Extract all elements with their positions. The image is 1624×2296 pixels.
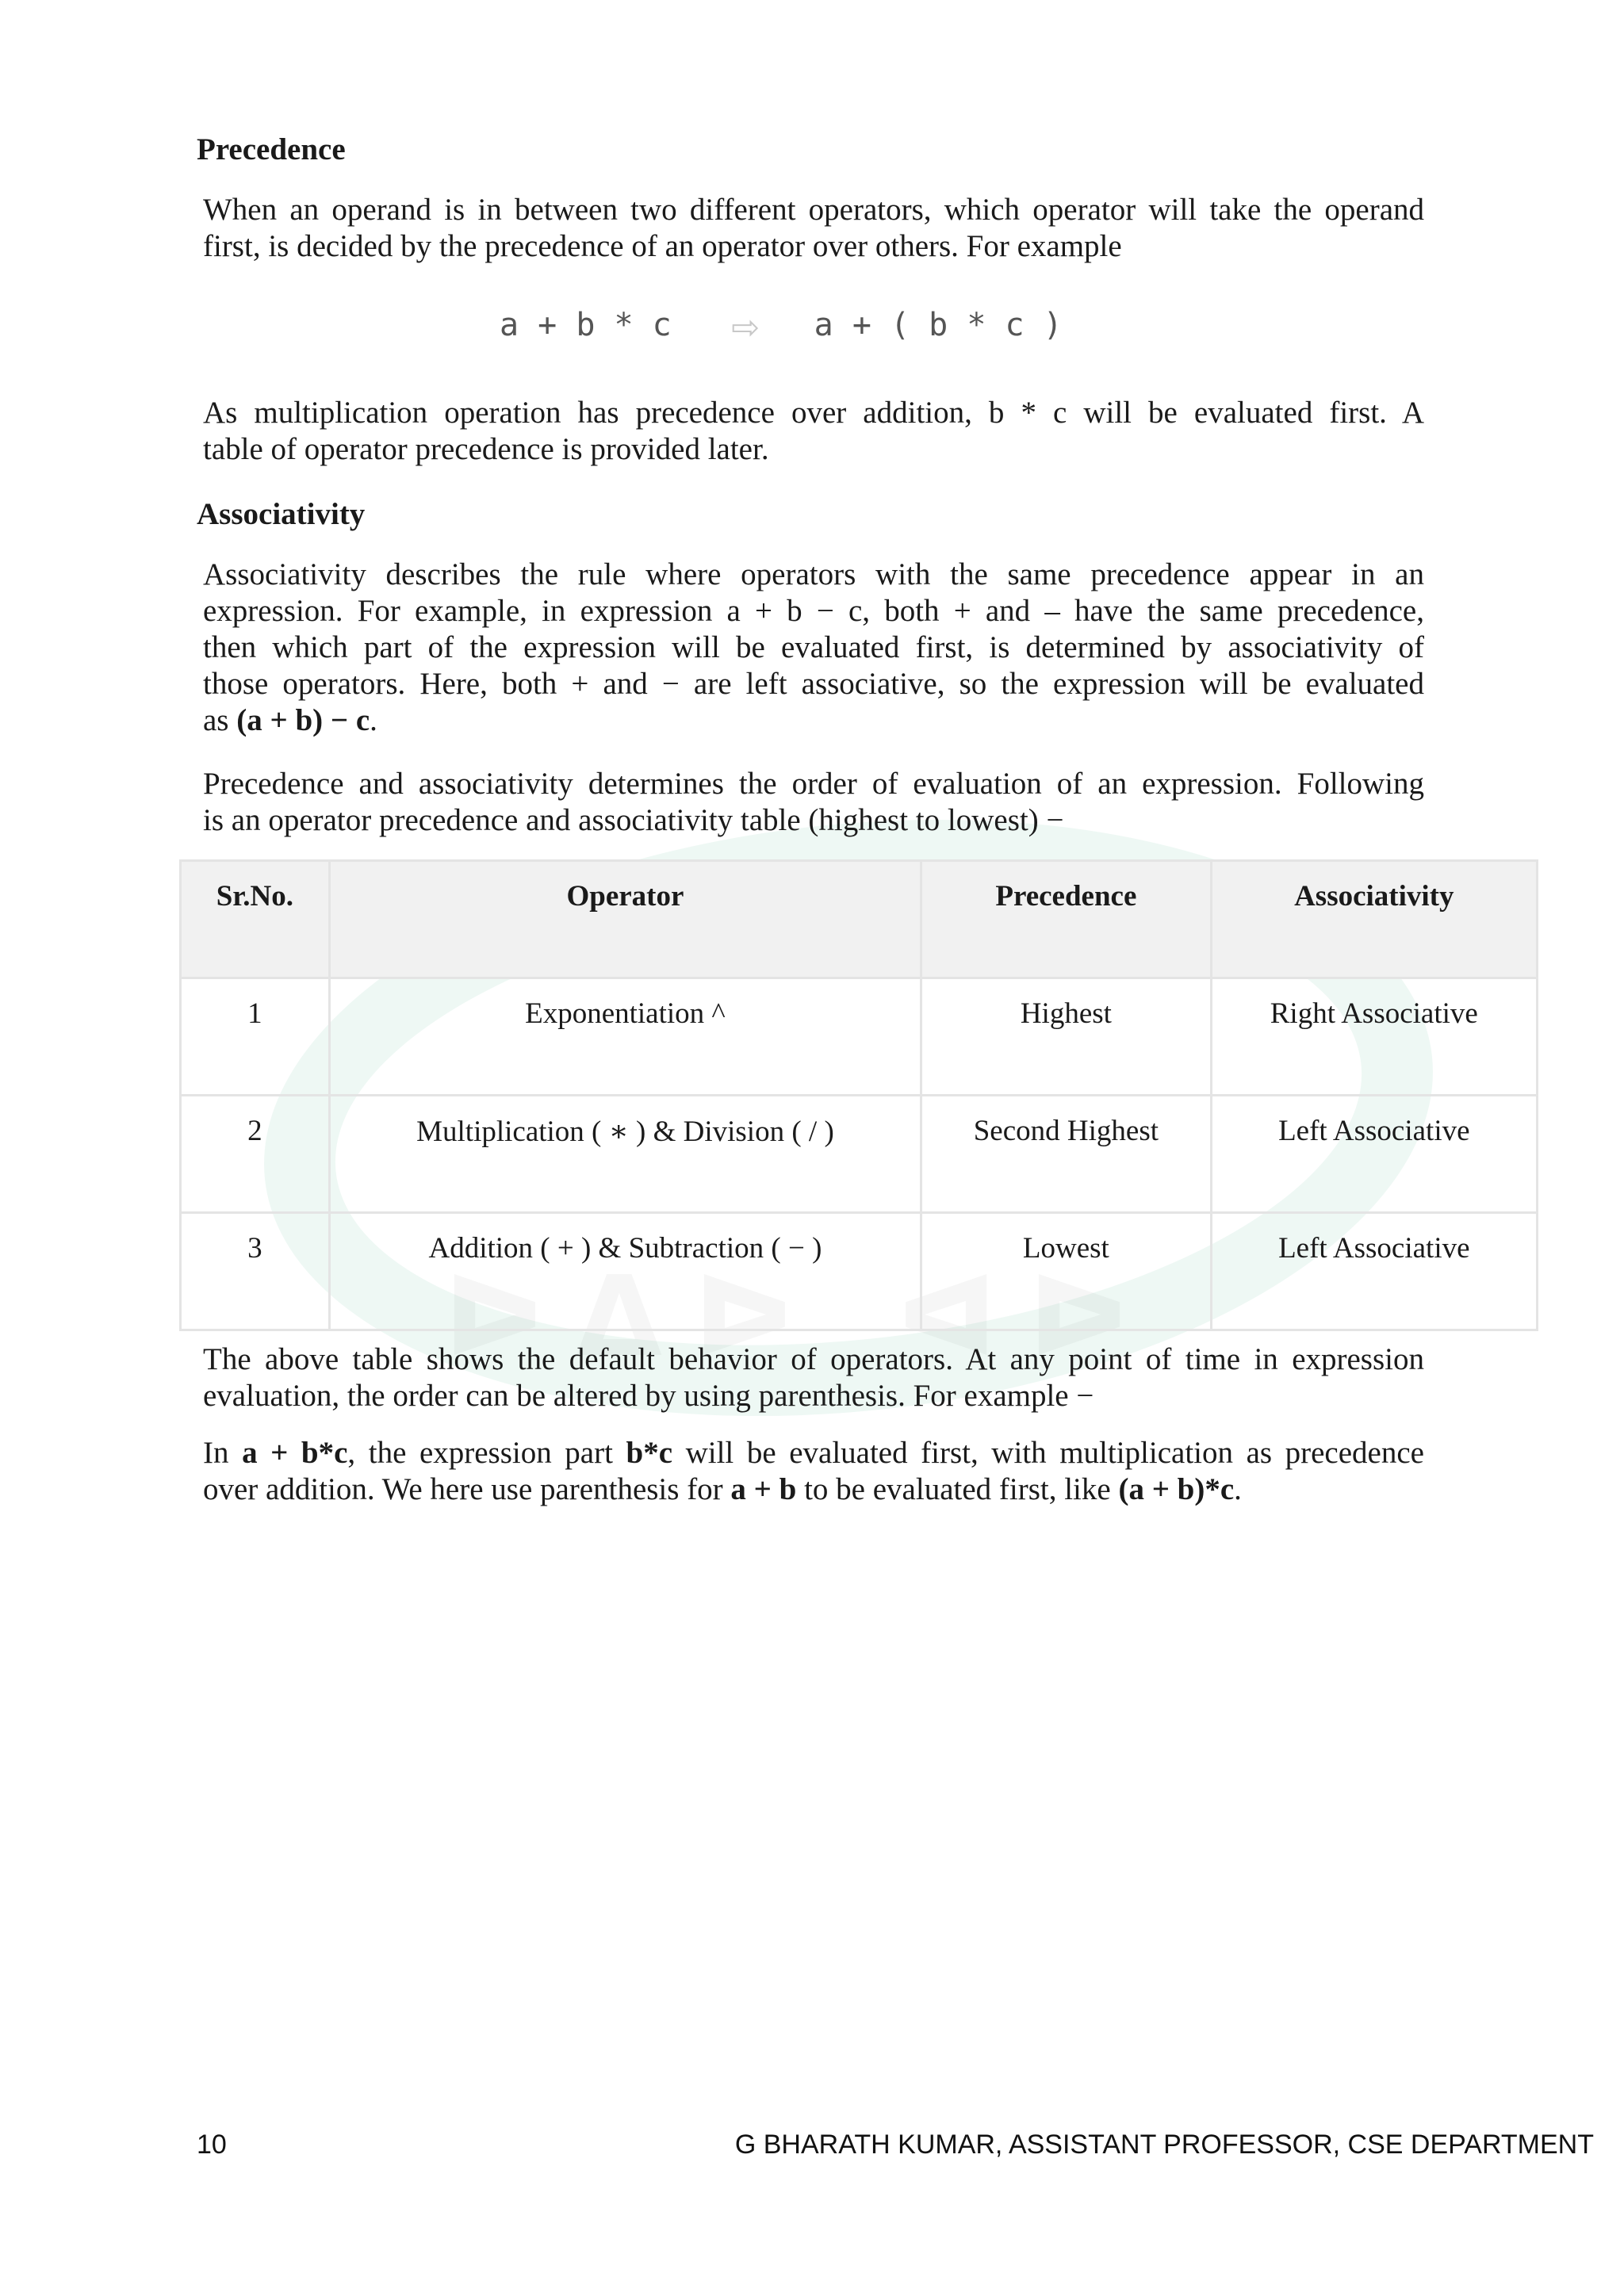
- table-cell: Left Associative: [1211, 1096, 1537, 1213]
- table-row: [181, 1096, 1538, 1213]
- text-line: first, is decided by the precedence of an operator over others. For example: [203, 229, 1122, 263]
- text-fragment: .: [370, 703, 377, 737]
- table-row: [181, 978, 1538, 1096]
- table-cell: 2: [181, 1096, 330, 1213]
- table-cell: 3: [181, 1213, 330, 1330]
- multiplication-paragraph: [203, 395, 1424, 468]
- table-cell: Second Highest: [921, 1096, 1211, 1213]
- footer-author: G BHARATH KUMAR, ASSISTANT PROFESSOR, CSE DEPARTMENT: [734, 2130, 1594, 2160]
- text-line: Precedence and associativity determines the order of evaluation of an expression. Following: [203, 767, 1424, 801]
- bold-expression: (a + b) − c: [236, 703, 370, 737]
- text-fragment: .: [1234, 1472, 1242, 1506]
- precedence-example-figure: [500, 298, 1063, 352]
- text-line: expression. For example, in expression a + b − c, both + and – have the same precedence,: [203, 594, 1424, 628]
- bold-expression: a + b: [730, 1472, 797, 1506]
- text-line: When an operand is in between two different operators, which operator will take the operand: [203, 193, 1424, 227]
- text-line: [203, 702, 1424, 739]
- bold-expression: a + b*c: [242, 1436, 348, 1470]
- text-line: [203, 1471, 1424, 1508]
- table-cell: Right Associative: [1211, 978, 1537, 1096]
- table-cell: Highest: [921, 978, 1211, 1096]
- text-fragment: over addition. We here use parenthesis for: [203, 1472, 731, 1506]
- parenthesis-paragraph: [203, 1435, 1424, 1508]
- table-cell: Lowest: [921, 1213, 1211, 1330]
- example-expression-left: a + b * c: [500, 307, 672, 343]
- bold-expression: (a + b)*c: [1118, 1472, 1235, 1506]
- table-row: [181, 1213, 1538, 1330]
- text-fragment: In: [203, 1436, 243, 1470]
- page-number: 10: [197, 2130, 227, 2160]
- table-cell: Addition ( + ) & Subtraction ( − ): [329, 1213, 921, 1330]
- arrow-right-icon: ⇨: [730, 298, 759, 352]
- text-fragment: will be evaluated first, with multiplication as precedence: [672, 1436, 1424, 1470]
- header-operator: Operator: [329, 861, 921, 978]
- text-line: then which part of the expression will be evaluated first, is determined by associativity of: [203, 630, 1424, 664]
- associativity-paragraph: [203, 557, 1424, 739]
- header-sr-no: Sr.No.: [181, 861, 330, 978]
- text-fragment: , the expression part: [347, 1436, 626, 1470]
- text-line: [203, 1435, 1424, 1471]
- text-line: evaluation, the order can be altered by using parenthesis. For example −: [203, 1379, 1094, 1413]
- bold-expression: b*c: [626, 1436, 673, 1470]
- order-paragraph: [203, 766, 1424, 839]
- table-cell: Multiplication ( ∗ ) & Division ( / ): [329, 1096, 921, 1213]
- associativity-heading: Associativity: [197, 497, 366, 531]
- example-expression-right: a + ( b * c ): [814, 307, 1063, 343]
- text-line: those operators. Here, both + and − are left associative, so the expression will be evaluated: [203, 667, 1424, 701]
- precedence-table: [179, 859, 1538, 1331]
- header-associativity: Associativity: [1211, 861, 1537, 978]
- text-line: is an operator precedence and associativity table (highest to lowest) −: [203, 803, 1064, 837]
- text-line: As multiplication operation has precedence over addition, b * c will be evaluated first. A: [203, 396, 1424, 430]
- precedence-heading: Precedence: [197, 132, 346, 166]
- header-precedence: Precedence: [921, 861, 1211, 978]
- default-behavior-paragraph: [203, 1341, 1424, 1414]
- table-cell: 1: [181, 978, 330, 1096]
- table-cell: Exponentiation ^: [329, 978, 921, 1096]
- text-line: Associativity describes the rule where operators with the same precedence appear in an: [203, 557, 1424, 591]
- table-header-row: [181, 861, 1538, 978]
- precedence-paragraph: [203, 192, 1424, 265]
- text-line: The above table shows the default behavior of operators. At any point of time in expression: [203, 1342, 1424, 1376]
- text-fragment: as: [203, 703, 237, 737]
- text-line: table of operator precedence is provided later.: [203, 432, 769, 466]
- table-cell: Left Associative: [1211, 1213, 1537, 1330]
- text-fragment: to be evaluated first, like: [796, 1472, 1119, 1506]
